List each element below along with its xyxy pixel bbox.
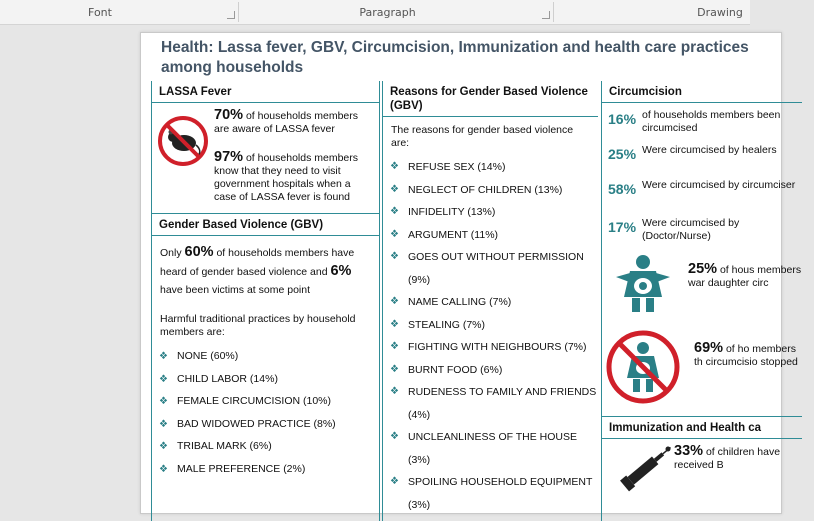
- list-item-text: CHILD LABOR (14%): [177, 372, 278, 385]
- font-dialog-launcher-icon[interactable]: [227, 11, 235, 19]
- circumcision-stat-text: Were circumcised by healers: [642, 144, 777, 156]
- list-item: [152, 373, 379, 386]
- list-item: [383, 359, 598, 382]
- list-item-text: ARGUMENT (11%): [408, 228, 499, 241]
- ribbon-bar: [0, 0, 750, 25]
- circumcision-stat-text: Were circumcised by (Doctor/Nurse): [642, 217, 740, 242]
- circumcision-stop-stat: [694, 342, 804, 369]
- circumcision-stat-pct: 17%: [608, 219, 637, 235]
- bullet-icon: ❖: [390, 318, 399, 330]
- list-item-text: GOES OUT WITHOUT PERMISSION (9%): [408, 251, 584, 286]
- gbv-intro-c: have been victims at some point: [160, 284, 310, 296]
- circumcision-want-text: of hous members war daughter circ: [688, 264, 802, 289]
- list-item-text: RUDENESS TO FAMILY AND FRIENDS (4%): [408, 386, 597, 421]
- circumcision-stats: [602, 103, 802, 253]
- ribbon-separator: [553, 2, 554, 22]
- list-item: [152, 463, 379, 476]
- immunization-heading: Immunization and Health ca: [602, 417, 802, 439]
- no-rat-icon: [157, 115, 209, 167]
- list-item: [383, 381, 598, 426]
- list-item-text: BAD WIDOWED PRACTICE (8%): [177, 417, 336, 430]
- circumcision-stat-text: of households members been circumcised: [642, 109, 781, 134]
- list-item: [383, 156, 598, 179]
- harmful-practices-list: [152, 350, 379, 476]
- lassa-awareness-stat: [214, 109, 369, 136]
- list-item: [383, 179, 598, 202]
- list-item-text: STEALING (7%): [408, 318, 486, 331]
- list-item: [152, 350, 379, 363]
- circumcision-stat-pct: 58%: [608, 181, 637, 197]
- lassa-awareness-text: of households members are aware of LASSA fever: [214, 110, 359, 135]
- list-item-text: UNCLEANLINESS OF THE HOUSE (3%): [408, 431, 578, 466]
- bullet-icon: ❖: [390, 228, 399, 240]
- list-item: [383, 224, 598, 247]
- lassa-section: [152, 103, 379, 214]
- bullet-icon: ❖: [159, 463, 168, 475]
- lassa-awareness-pct: 70%: [214, 107, 244, 123]
- circumcision-want-block: [602, 253, 802, 328]
- gbv-heard-pct: 60%: [184, 244, 214, 260]
- gbv-intro-a: Only: [160, 247, 185, 259]
- bullet-icon: ❖: [390, 341, 399, 352]
- list-item-text: BURNT FOOD (6%): [408, 363, 503, 376]
- no-circumcision-icon: [604, 328, 682, 406]
- immunization-section: [602, 439, 802, 499]
- lassa-hospital-text: of households members know that they need to visit government hospitals when a case of LASSA fever is found: [214, 152, 359, 203]
- immunization-stat: [674, 445, 814, 472]
- bullet-icon: ❖: [159, 441, 168, 452]
- bullet-icon: ❖: [390, 386, 399, 397]
- ribbon-separator: [238, 2, 239, 22]
- immunization-pct: 33%: [674, 443, 704, 459]
- document-page[interactable]: [140, 32, 802, 514]
- bullet-icon: ❖: [159, 396, 168, 407]
- list-item: [383, 314, 598, 337]
- syringe-icon: [616, 443, 676, 493]
- lassa-hospital-stat: [214, 151, 369, 204]
- bullet-icon: ❖: [159, 418, 168, 430]
- paragraph-dialog-launcher-icon[interactable]: [542, 11, 550, 19]
- list-item: [152, 440, 379, 453]
- gbv-victims-pct: 6%: [330, 263, 352, 279]
- bullet-icon: ❖: [390, 206, 399, 217]
- reasons-list: [383, 156, 598, 516]
- bullet-icon: ❖: [390, 296, 399, 307]
- list-item-text: INFIDELITY (13%): [408, 206, 496, 218]
- circumcision-stop-text: of ho members th circumcisio stopped: [694, 343, 798, 368]
- list-item-text: TRIBAL MARK (6%): [177, 440, 272, 452]
- gbv-intro: [152, 236, 379, 299]
- circumcision-stat-pct: 25%: [608, 146, 637, 162]
- mother-child-icon: [610, 253, 676, 315]
- list-item-text: NEGLECT OF CHILDREN (13%): [408, 183, 563, 196]
- reasons-intro: The reasons for gender based violence are:: [391, 124, 574, 149]
- ribbon-group-drawing[interactable]: Drawing: [697, 6, 743, 19]
- ribbon-group-paragraph[interactable]: Paragraph: [359, 6, 416, 19]
- list-item: [383, 336, 598, 359]
- circumcision-stat-text: Were circumcised by circumciser: [642, 179, 796, 191]
- list-item-text: SPOILING HOUSEHOLD EQUIPMENT (3%): [408, 476, 593, 511]
- list-item: [383, 201, 598, 224]
- list-item-text: FEMALE CIRCUMCISION (10%): [177, 395, 332, 407]
- lassa-heading: LASSA Fever: [152, 81, 379, 103]
- harmful-practices-label: Harmful traditional practices by household members are:: [160, 313, 356, 338]
- list-item: [152, 418, 379, 431]
- bullet-icon: ❖: [390, 431, 399, 442]
- list-item-text: REFUSE SEX (14%): [408, 161, 506, 173]
- list-item: [383, 246, 598, 291]
- list-item-text: FIGHTING WITH NEIGHBOURS (7%): [408, 341, 587, 353]
- ribbon-group-font[interactable]: Font: [88, 6, 112, 19]
- left-column: [151, 81, 380, 521]
- list-item-text: MALE PREFERENCE (2%): [177, 462, 306, 475]
- list-item: [383, 426, 598, 471]
- list-item: [152, 395, 379, 408]
- middle-column: [382, 81, 598, 521]
- immunization-text: of children have received B: [674, 446, 781, 471]
- bullet-icon: ❖: [159, 373, 168, 385]
- circumcision-stat-pct: 16%: [608, 111, 637, 127]
- bullet-icon: ❖: [159, 351, 168, 362]
- bullet-icon: ❖: [390, 476, 399, 487]
- list-item: [383, 471, 598, 516]
- gbv-heading: Gender Based Violence (GBV): [152, 214, 379, 236]
- list-item-text: NONE (60%): [177, 350, 239, 362]
- gbv-intro-b: of households members have heard of gender based violence and: [160, 247, 355, 278]
- page-title: Health: Lassa fever, GBV, Circumcision, Immunization and health care practices among households: [161, 39, 749, 76]
- bullet-icon: ❖: [390, 161, 399, 172]
- list-item-text: NAME CALLING (7%): [408, 296, 512, 308]
- circumcision-want-pct: 25%: [688, 261, 718, 277]
- list-item: [383, 291, 598, 314]
- circumcision-stop-block: [602, 328, 802, 417]
- bullet-icon: ❖: [390, 183, 399, 195]
- reasons-heading: Reasons for Gender Based Violence (GBV): [383, 81, 598, 117]
- lassa-hospital-pct: 97%: [214, 149, 244, 165]
- circumcision-want-stat: [688, 263, 808, 290]
- right-column: [601, 81, 802, 521]
- bullet-icon: ❖: [390, 251, 399, 262]
- circumcision-heading: Circumcision: [602, 81, 802, 103]
- bullet-icon: ❖: [390, 363, 399, 375]
- circumcision-stop-pct: 69%: [694, 340, 724, 356]
